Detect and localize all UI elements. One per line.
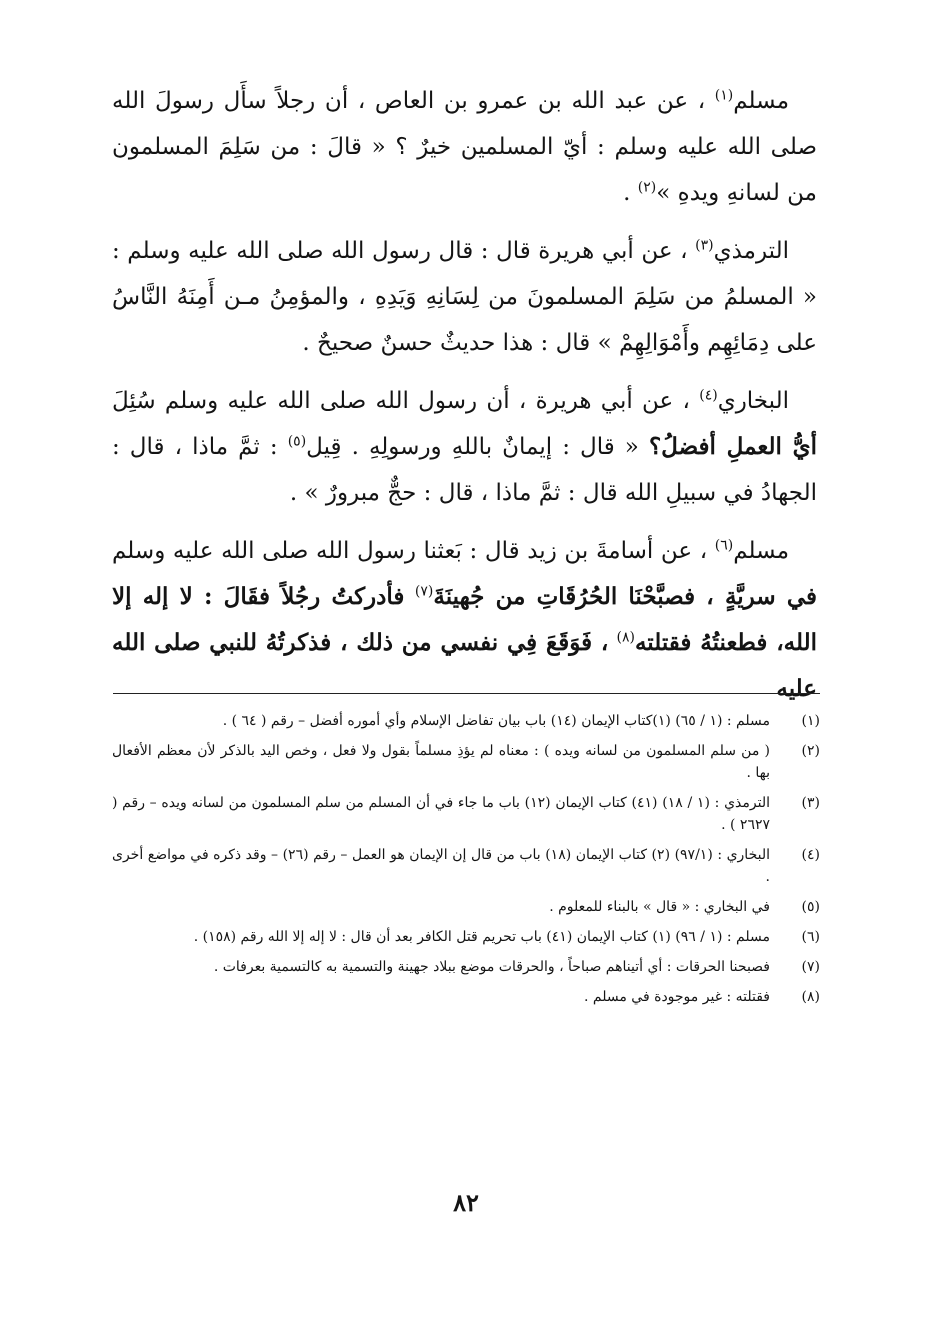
footnote-number: (٦)	[801, 929, 820, 945]
footnote-number: (٧)	[801, 959, 820, 975]
footnote-ref: (٥)	[287, 433, 307, 450]
footnote-number: (٤)	[801, 847, 820, 863]
footnote-text: الترمذي : (١ / ١٨) (٤١) كتاب الإيمان (١٢) باب ما جاء في أن المسلم من سلم المسلمون من لسانه ويده – رقم ( ٢٦٢٧ ) .	[112, 795, 770, 833]
hadith-paragraph-4	[112, 528, 817, 712]
footnote-ref: (٣)	[695, 237, 714, 254]
footnote-ref: (٧)	[414, 583, 434, 600]
hadith-text-bold: ، فَوَقَعَ فِي نفسي من ذلك ، فذكرتُهُ للنبي صلى الله عليه	[112, 629, 817, 702]
hadith-text: « قال : إيمانٌ باللهِ ورسولِهِ . قِيل	[306, 434, 639, 460]
footnote	[112, 710, 820, 732]
footnote	[112, 896, 820, 918]
footnote-ref: (٢)	[637, 179, 657, 196]
hadith-paragraph-2	[112, 228, 817, 366]
hadith-text-bold: في سريَّةٍ ، فصبَّحْنَا الحُرُقَاتِ من جُهينَةَ	[433, 583, 818, 610]
footnote-number: (١)	[801, 713, 820, 729]
hadith-paragraph-1	[112, 78, 817, 216]
footnote-ref: (٦)	[714, 537, 734, 554]
footnote	[112, 986, 820, 1008]
footnote	[112, 740, 820, 784]
footnote-number: (٣)	[801, 795, 820, 811]
footnote-text: فقتلته : غير موجودة في مسلم .	[584, 989, 770, 1005]
source-name: مسلم	[733, 538, 790, 564]
footnote-text: فصبحنا الحرقات : أي أتيناهم صباحاً ، والحرقات موضع ببلاد جهينة والتسمية به كالتسمية بعرفات .	[213, 959, 770, 975]
footnote-separator	[113, 693, 820, 694]
footnote-number: (٢)	[801, 743, 820, 759]
footnote-text: البخاري : (٩٧/١) (٢) كتاب الإيمان (١٨) باب من قال إن الإيمان هو العمل – رقم (٢٦) – وقد ذكره في مواضع أخرى .	[112, 847, 770, 885]
footnote-text: مسلم : (١ / ٩٦) (١) كتاب الإيمان (٤١) باب تحريم قتل الكافر بعد أن قال : لا إله إلا الله رقم (١٥٨) .	[193, 929, 770, 945]
hadith-paragraph-3	[112, 378, 817, 516]
hadith-text: ، عن أسامةَ بن زيد قال : بَعثنا رسول الله صلى الله عليه وسلم	[112, 538, 708, 564]
footnote	[112, 926, 820, 948]
source-name: البخاري	[717, 388, 789, 414]
hadith-text: ، عن أبي هريرة ، أن رسول الله صلى الله عليه وسلم سُئِلَ	[112, 388, 690, 414]
footnote-number: (٨)	[801, 989, 820, 1005]
footnote-text: مسلم : (١ / ٦٥) (١)كتاب الإيمان (١٤) باب بيان تفاضل الإسلام وأي أموره أفضل – رقم ( ٦٤ ) .	[222, 713, 770, 729]
footnote	[112, 956, 820, 978]
footnote-ref: (٨)	[616, 629, 635, 646]
source-name: مسلم	[733, 88, 790, 114]
main-text	[112, 78, 817, 724]
footnote	[112, 792, 820, 836]
footnotes	[112, 710, 820, 1016]
hadith-text-bold: أيُّ العملِ أفضلُ؟	[648, 433, 818, 460]
hadith-text-bold: فأدركتُ رجُلاً فقَالَ : لا إله إلا الله، فطعنتُهُ فقتلته	[112, 583, 818, 656]
footnote-ref: (٤)	[699, 387, 718, 404]
footnote-text: ( من سلم المسلمون من لسانه ويده ) : معناه لم يؤذِ مسلماً بقول ولا فعل ، وخص اليد بالذكر لأن معظم الأفعال بها .	[112, 743, 770, 781]
footnote	[112, 844, 820, 888]
hadith-text: ، عن عبد الله بن عمرو بن العاص ، أن رجلاً سأَل رسولَ الله صلى الله عليه وسلم : أيّ المسلمين خيرٌ ؟ « قالَ : من سَلِمَ المسلمون من لسانهِ ويدهِ »	[112, 88, 817, 206]
hadith-text: ، عن أبي هريرة قال : قال رسول الله صلى الله عليه وسلم : « المسلمُ من سَلِمَ المسلمونَ من لِسَانِهِ وَيَدِهِ ، والمؤمِنُ مـن أَمِنَهُ النَّاسُ على دِمَائِهِم وأَمْوَالِهِمْ » قال : هذا حديثٌ حسنٌ صحيحٌ .	[112, 238, 817, 356]
hadith-text: : ثمَّ ماذا ، قال : الجهادُ في سبيلِ الله قال : ثمَّ ماذا ، قال : حجٌّ مبرورٌ » .	[112, 434, 817, 506]
page-number: ٨٢	[453, 1188, 479, 1217]
footnote-number: (٥)	[801, 899, 820, 915]
source-name: الترمذي	[713, 238, 790, 264]
footnote-ref: (١)	[714, 87, 734, 104]
sentence-end: .	[623, 180, 631, 206]
footnote-text: في البخاري : « قال » بالبناء للمعلوم .	[549, 899, 770, 915]
